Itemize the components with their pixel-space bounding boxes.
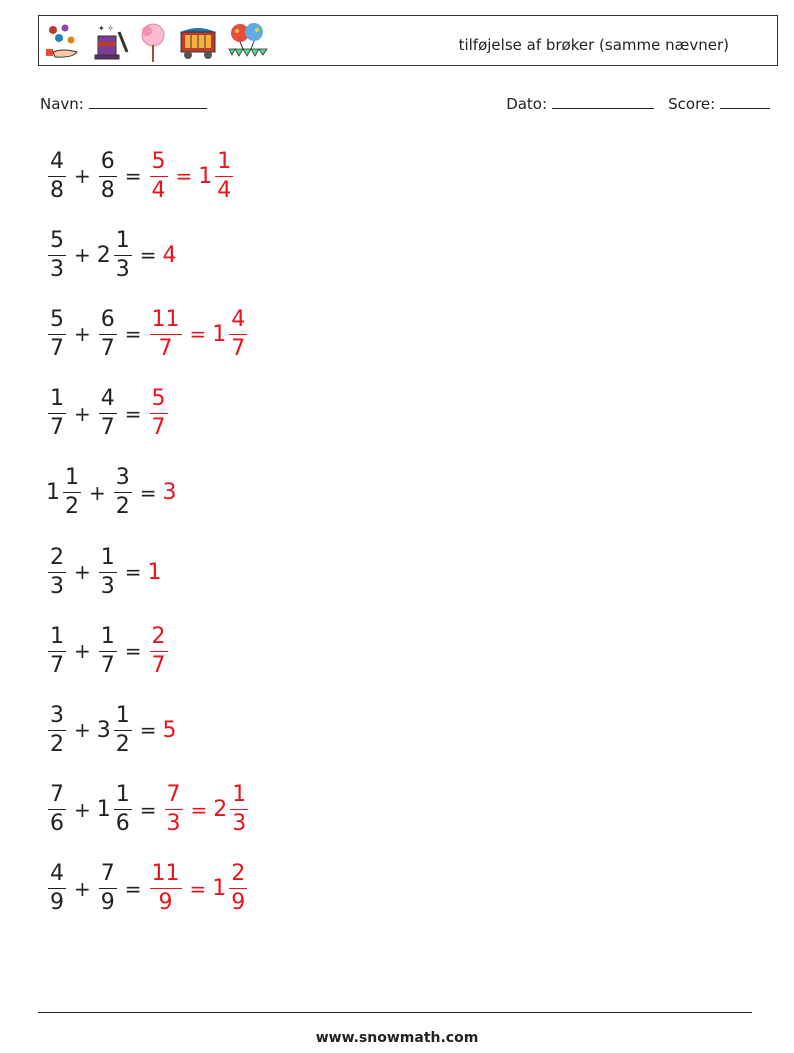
answer	[148, 623, 170, 678]
magic-balls-icon	[43, 22, 81, 62]
date-label: Dato:	[506, 95, 548, 113]
equals-sign: =	[175, 164, 193, 188]
magic-hat-icon	[89, 22, 129, 62]
fraction	[150, 863, 182, 914]
denominator: 9	[50, 890, 64, 916]
fraction-bar	[99, 176, 117, 177]
denominator: 3	[232, 811, 247, 837]
name-field	[40, 94, 207, 113]
denominator: 7	[50, 652, 64, 678]
answer	[148, 388, 170, 439]
name-label: Navn:	[40, 95, 84, 113]
balloons-icon	[227, 21, 269, 63]
denominator: 2	[115, 494, 130, 520]
numerator: 11	[151, 861, 180, 887]
denominator: 3	[115, 256, 130, 282]
whole-number: 1	[212, 876, 227, 902]
fraction	[99, 544, 117, 599]
fraction	[48, 623, 66, 678]
numerator: 5	[151, 148, 166, 174]
equals-sign: =	[189, 876, 207, 901]
whole-number: 1	[147, 559, 162, 585]
plus-sign: +	[74, 718, 91, 743]
date-line[interactable]	[552, 94, 654, 109]
denominator: 9	[158, 890, 173, 916]
header-icons	[43, 20, 269, 64]
fraction-bar	[114, 492, 132, 493]
equals-sign: =	[124, 164, 142, 188]
numerator: 2	[151, 623, 166, 649]
denominator: 7	[158, 335, 173, 361]
numerator: 1	[50, 623, 64, 649]
denominator: 2	[65, 494, 79, 520]
footer-divider	[38, 1012, 752, 1013]
problem-row	[46, 298, 249, 370]
equals-sign: =	[139, 718, 157, 743]
fraction	[114, 702, 132, 757]
fraction	[99, 148, 117, 203]
svg-text:✦ ✧: ✦ ✧	[98, 24, 114, 33]
denominator: 2	[115, 731, 130, 757]
fraction-bar	[114, 730, 132, 731]
whole-number: 3	[162, 480, 177, 506]
fraction-bar	[150, 334, 182, 335]
denominator: 7	[50, 415, 64, 441]
header-box	[38, 15, 778, 66]
answer	[163, 784, 251, 835]
numerator: 1	[115, 227, 130, 253]
denominator: 6	[115, 811, 130, 837]
numerator: 6	[100, 148, 115, 174]
plus-sign: +	[74, 876, 91, 901]
equals-sign: =	[139, 480, 157, 505]
whole-number: 2	[96, 242, 111, 268]
fraction-bar	[48, 255, 66, 256]
fraction-bar	[114, 809, 132, 810]
denominator: 7	[100, 652, 115, 678]
fraction-bar	[150, 176, 168, 177]
fraction-bar	[48, 730, 66, 731]
score-label: Score:	[668, 95, 716, 113]
denominator: 3	[100, 573, 115, 599]
worksheet-title: tilføjelse af brøker (samme nævner)	[458, 36, 729, 54]
fraction-bar	[99, 572, 117, 573]
plus-sign: +	[74, 243, 91, 268]
whole-number: 5	[162, 717, 177, 743]
fraction	[150, 306, 182, 361]
fraction	[48, 784, 66, 835]
fraction-bar	[99, 651, 117, 652]
answer	[163, 718, 178, 743]
problem-row	[46, 219, 178, 291]
answer	[163, 243, 178, 268]
denominator: 7	[100, 415, 115, 441]
fraction-bar	[150, 413, 168, 414]
fraction-bar	[114, 255, 132, 256]
denominator: 8	[50, 177, 64, 203]
numerator: 2	[231, 861, 246, 887]
whole-number: 1	[46, 480, 60, 506]
fraction-bar	[63, 492, 81, 493]
numerator: 5	[151, 386, 166, 412]
plus-sign: +	[74, 639, 91, 664]
fraction	[229, 306, 247, 361]
denominator: 9	[231, 890, 246, 916]
fraction-bar	[99, 413, 117, 414]
problem-row	[46, 140, 235, 212]
whole-number: 1	[96, 797, 111, 823]
numerator: 5	[50, 306, 64, 332]
answer	[148, 560, 163, 585]
numerator: 1	[115, 702, 130, 728]
numerator: 7	[100, 861, 115, 887]
denominator: 9	[100, 890, 115, 916]
fraction-bar	[229, 334, 247, 335]
fraction	[114, 784, 132, 835]
fraction-bar	[165, 809, 183, 810]
numerator: 1	[100, 623, 115, 649]
fraction	[99, 863, 117, 914]
denominator: 7	[151, 415, 166, 441]
problem-row	[46, 694, 178, 766]
equals-sign: =	[139, 797, 157, 822]
whole-number: 2	[213, 797, 228, 823]
fraction-bar	[48, 888, 66, 889]
numerator: 1	[50, 386, 64, 412]
circus-wagon-icon	[177, 22, 219, 62]
date-score-field	[506, 94, 770, 113]
numerator: 1	[217, 148, 232, 174]
denominator: 7	[100, 335, 115, 361]
plus-sign: +	[74, 322, 91, 347]
numerator: 4	[100, 386, 115, 412]
equals-sign: =	[124, 876, 142, 901]
fraction	[230, 784, 248, 835]
denominator: 6	[50, 811, 64, 837]
denominator: 3	[50, 573, 64, 599]
fraction	[229, 863, 247, 914]
numerator: 11	[151, 306, 180, 332]
problem-row	[46, 853, 249, 925]
fraction-bar	[48, 809, 66, 810]
numerator: 2	[50, 544, 64, 570]
fraction	[114, 227, 132, 282]
answer	[148, 863, 250, 914]
denominator: 8	[100, 177, 115, 203]
numerator: 5	[50, 227, 64, 253]
numerator: 3	[115, 465, 130, 491]
numerator: 4	[50, 861, 64, 887]
denominator: 7	[231, 335, 246, 361]
denominator: 3	[166, 811, 181, 837]
score-line[interactable]	[720, 94, 770, 109]
fraction	[48, 148, 66, 203]
numerator: 4	[231, 306, 246, 332]
numerator: 1	[65, 465, 79, 491]
fraction-bar	[48, 413, 66, 414]
numerator: 6	[100, 306, 115, 332]
answer	[148, 148, 236, 203]
fraction	[165, 784, 183, 835]
footer-site: www.snowmath.com	[315, 1030, 479, 1046]
plus-sign: +	[74, 560, 91, 584]
numerator: 3	[50, 702, 64, 728]
problem-row	[46, 378, 170, 450]
plus-sign: +	[74, 401, 91, 426]
whole-number: 1	[212, 321, 227, 347]
denominator: 4	[151, 177, 166, 203]
equals-sign: =	[124, 401, 142, 426]
equals-sign: =	[189, 322, 207, 347]
name-line[interactable]	[89, 94, 207, 109]
denominator: 7	[151, 652, 166, 678]
whole-number: 3	[96, 717, 111, 743]
fraction-bar	[48, 176, 66, 177]
fraction-bar	[99, 888, 117, 889]
problem-row	[46, 615, 170, 687]
fraction-bar	[215, 176, 233, 177]
equals-sign: =	[124, 639, 142, 664]
denominator: 2	[50, 731, 64, 757]
denominator: 3	[50, 256, 64, 282]
fraction-bar	[150, 651, 168, 652]
problem-row	[46, 457, 178, 529]
fraction-bar	[229, 888, 247, 889]
fraction	[99, 388, 117, 439]
fraction	[48, 388, 66, 439]
numerator: 4	[50, 148, 64, 174]
whole-number: 4	[162, 242, 177, 268]
whole-number: 1	[198, 163, 213, 189]
plus-sign: +	[74, 164, 91, 188]
numerator: 1	[115, 782, 130, 808]
cotton-candy-icon	[137, 21, 169, 63]
equals-sign: =	[190, 797, 208, 822]
numerator: 7	[50, 782, 64, 808]
answer	[163, 480, 178, 505]
numerator: 1	[100, 544, 115, 570]
fraction-bar	[48, 651, 66, 652]
denominator: 4	[217, 177, 232, 203]
numerator: 1	[232, 782, 247, 808]
fraction	[48, 227, 66, 282]
fraction-bar	[230, 809, 248, 810]
plus-sign: +	[89, 480, 106, 505]
fraction-bar	[48, 334, 66, 335]
problem-row	[46, 774, 250, 846]
fraction	[215, 148, 233, 203]
numerator: 7	[166, 782, 181, 808]
fraction	[150, 388, 168, 439]
equals-sign: =	[124, 322, 142, 347]
fraction	[48, 544, 66, 599]
fraction	[48, 863, 66, 914]
answer	[148, 306, 250, 361]
fraction	[99, 306, 117, 361]
denominator: 7	[50, 335, 64, 361]
problem-row	[46, 536, 163, 608]
fraction-bar	[150, 888, 182, 889]
fraction	[114, 467, 132, 518]
fraction	[48, 306, 66, 361]
fraction	[48, 702, 66, 757]
fraction	[150, 148, 168, 203]
fraction-bar	[99, 334, 117, 335]
equals-sign: =	[124, 560, 142, 584]
fraction	[63, 467, 81, 518]
plus-sign: +	[74, 797, 91, 822]
fraction	[150, 623, 168, 678]
fraction	[99, 623, 117, 678]
fraction-bar	[48, 572, 66, 573]
equals-sign: =	[139, 243, 157, 268]
